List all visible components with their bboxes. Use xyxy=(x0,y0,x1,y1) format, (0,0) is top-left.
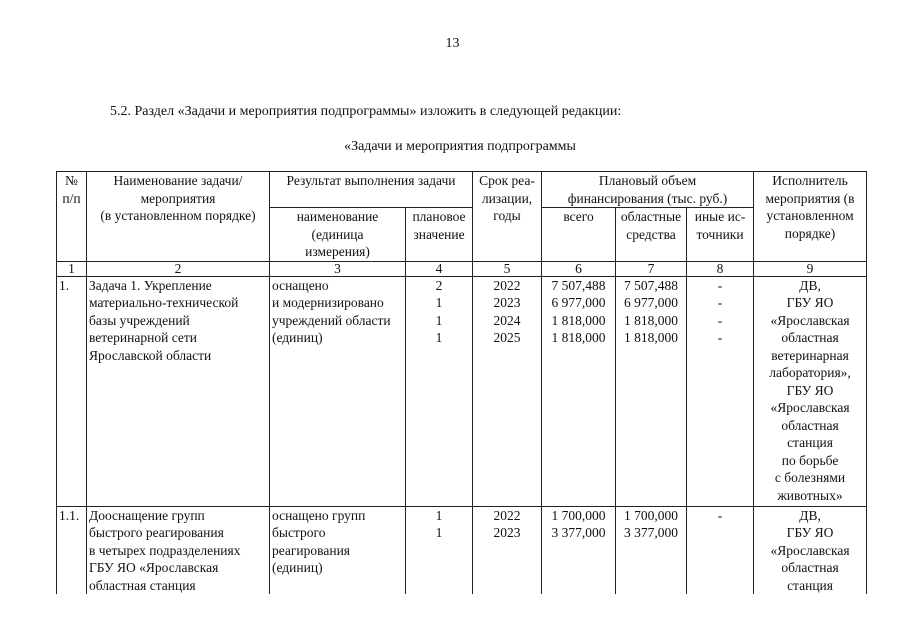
cell-line: базы учреждений xyxy=(89,312,190,328)
cell-line: 2023 xyxy=(493,525,521,540)
cell-line: 1 xyxy=(435,295,443,310)
cell-line: «Ярославская xyxy=(770,400,850,415)
cell-line: ветеринарной сети xyxy=(89,330,197,345)
cell-line: областная xyxy=(781,330,839,345)
cell-line: станция xyxy=(787,577,833,593)
row-regional xyxy=(616,506,687,594)
cell-line: 6 977,000 xyxy=(624,295,679,310)
row-executor xyxy=(754,276,867,506)
cell-line: животных» xyxy=(777,487,843,503)
row-years xyxy=(473,276,542,506)
column-numbers-row xyxy=(57,261,867,276)
row-years xyxy=(473,506,542,594)
row-num: 1. xyxy=(57,276,87,506)
column-number: 5 xyxy=(473,261,542,276)
cell-line: оснащено групп xyxy=(272,507,366,523)
cell-line: 1 xyxy=(435,525,443,540)
column-number: 6 xyxy=(542,261,616,276)
cell-line: 1 700,000 xyxy=(624,507,679,523)
cell-line: реагирования xyxy=(272,542,351,558)
row-values xyxy=(406,276,473,506)
cell-line: по борьбе xyxy=(781,452,839,468)
cell-line: Дооснащение групп xyxy=(89,507,205,523)
cell-line: 2022 xyxy=(493,507,521,523)
column-number: 3 xyxy=(270,261,406,276)
row-name xyxy=(87,276,270,506)
cell-line: станция xyxy=(787,435,833,450)
row-other xyxy=(687,506,754,594)
header-other: иные ис- точники xyxy=(687,208,754,262)
cell-line: 2024 xyxy=(493,312,521,328)
cell-line: 1 700,000 xyxy=(551,507,606,523)
cell-line: областная xyxy=(781,560,839,575)
cell-line: 3 377,000 xyxy=(551,525,606,540)
row-result-name xyxy=(270,276,406,506)
cell-line: 7 507,488 xyxy=(551,277,606,293)
cell-line: 6 977,000 xyxy=(551,295,606,310)
cell-line: оснащено xyxy=(272,277,329,293)
cell-line: лаборатория», xyxy=(769,365,851,380)
row-executor xyxy=(754,506,867,594)
cell-line: учреждений области xyxy=(272,312,391,328)
header-num: № п/п xyxy=(57,172,87,262)
column-number: 7 xyxy=(616,261,687,276)
header-result: Результат выполнения задачи xyxy=(270,172,473,208)
cell-line: 1 xyxy=(435,330,443,345)
cell-line: ГБУ ЯО xyxy=(786,525,834,540)
cell-line: быстрого xyxy=(272,525,326,540)
cell-line: 1 818,000 xyxy=(624,312,679,328)
cell-line: 1 818,000 xyxy=(624,330,679,345)
cell-line: 2023 xyxy=(493,295,521,310)
cell-line: ДВ, xyxy=(799,277,821,293)
column-number: 1 xyxy=(57,261,87,276)
cell-line: ГБУ ЯО «Ярославская xyxy=(89,560,219,575)
cell-line: 2025 xyxy=(493,330,521,345)
cell-line: - xyxy=(717,312,723,328)
cell-line: областная станция xyxy=(89,577,196,593)
cell-line: - xyxy=(717,507,723,523)
row-total xyxy=(542,276,616,506)
column-number: 9 xyxy=(754,261,867,276)
table-row xyxy=(57,276,867,506)
column-number: 4 xyxy=(406,261,473,276)
header-result-name: наименование (единица измерения) xyxy=(270,208,406,262)
cell-line: быстрого реагирования xyxy=(89,525,224,540)
cell-line: ГБУ ЯО xyxy=(786,382,834,398)
table-caption: «Задачи и мероприятия подпрограммы xyxy=(344,139,576,154)
header-executor: Исполнитель мероприятия (в установленном порядке) xyxy=(754,172,867,262)
header-term: Срок реа- лизации, годы xyxy=(473,172,542,262)
cell-line: 1 xyxy=(435,312,443,328)
cell-line: - xyxy=(717,277,723,293)
cell-line: ветеринарная xyxy=(771,347,849,363)
cell-line: 1 818,000 xyxy=(551,330,606,345)
cell-line: ГБУ ЯО xyxy=(786,295,834,310)
row-result-name xyxy=(270,506,406,594)
row-other xyxy=(687,276,754,506)
cell-line: областная xyxy=(781,417,839,433)
row-values xyxy=(406,506,473,594)
row-name xyxy=(87,506,270,594)
cell-line: 7 507,488 xyxy=(624,277,679,293)
header-total: всего xyxy=(542,208,616,262)
page-number: 13 xyxy=(445,36,460,51)
table-row xyxy=(57,506,867,594)
intro-paragraph: 5.2. Раздел «Задачи и мероприятия подпрограммы» изложить в следующей редакции: xyxy=(110,104,622,119)
cell-line: и модернизировано xyxy=(272,295,384,310)
cell-line: «Ярославская xyxy=(770,542,850,558)
cell-line: в четырех подразделениях xyxy=(89,542,241,558)
cell-line: 2 xyxy=(435,277,443,293)
header-regional: областные средства xyxy=(616,208,687,262)
cell-line: материально-технической xyxy=(89,295,239,310)
cell-line: Задача 1. Укрепление xyxy=(89,277,212,293)
row-regional xyxy=(616,276,687,506)
header-result-value: плановое значение xyxy=(406,208,473,262)
cell-line: - xyxy=(717,330,723,345)
tasks-table xyxy=(56,171,867,594)
header-finance: Плановый объем финансирования (тыс. руб.) xyxy=(542,172,754,208)
cell-line: 3 377,000 xyxy=(624,525,679,540)
cell-line: 1 xyxy=(435,507,443,523)
cell-line: (единиц) xyxy=(272,330,323,345)
column-number: 8 xyxy=(687,261,754,276)
row-total xyxy=(542,506,616,594)
column-number: 2 xyxy=(87,261,270,276)
row-num: 1.1. xyxy=(57,506,87,594)
cell-line: (единиц) xyxy=(272,560,323,575)
cell-line: с болезнями xyxy=(774,470,846,485)
cell-line: 1 818,000 xyxy=(551,312,606,328)
cell-line: 2022 xyxy=(493,277,521,293)
cell-line: ДВ, xyxy=(799,507,821,523)
cell-line: «Ярославская xyxy=(770,312,850,328)
header-name: Наименование задачи/ мероприятия (в установленном порядке) xyxy=(87,172,270,262)
header-row-1 xyxy=(57,172,867,208)
cell-line: Ярославской области xyxy=(89,347,212,363)
cell-line: - xyxy=(717,295,723,310)
